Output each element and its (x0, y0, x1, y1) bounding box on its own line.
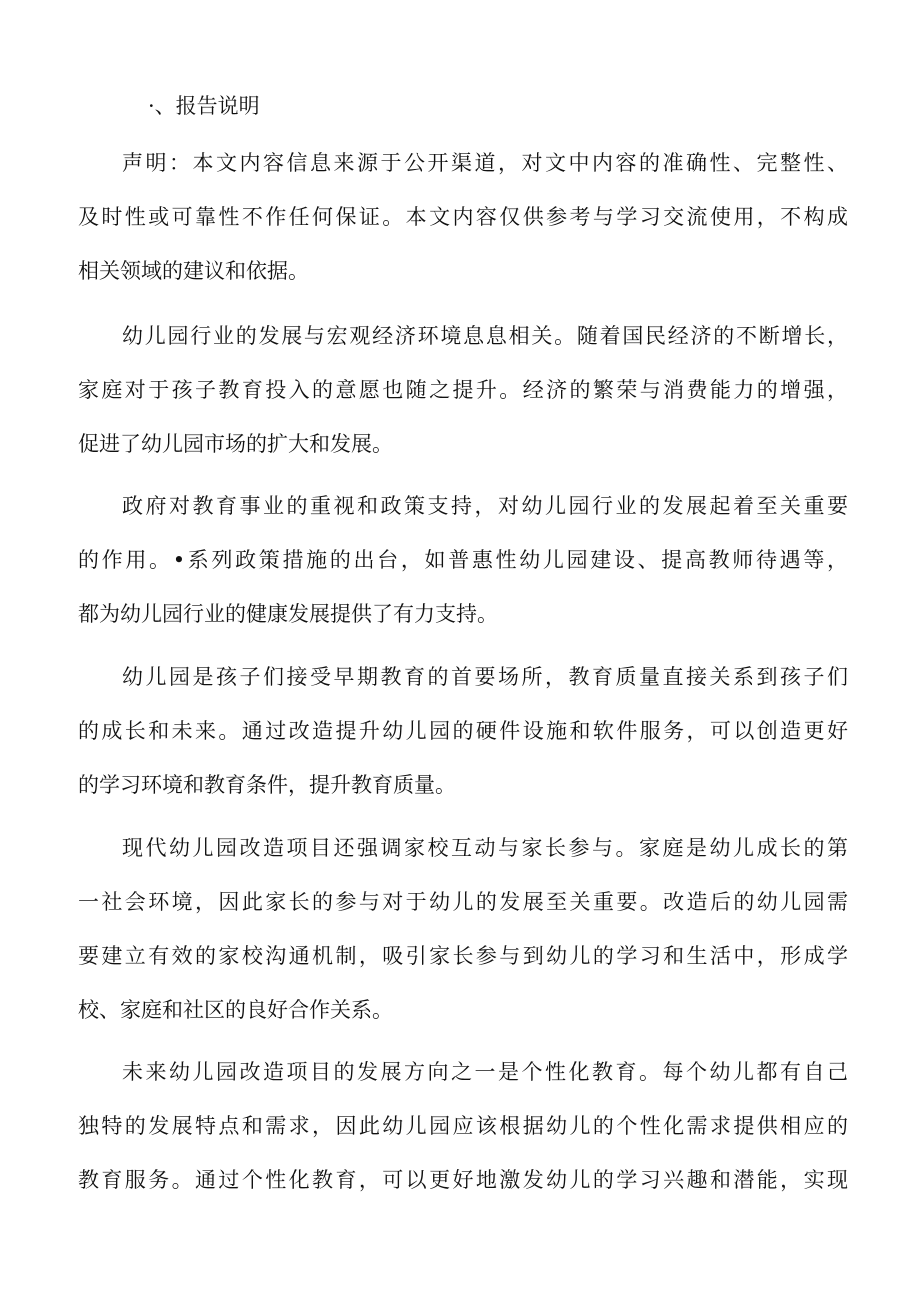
paragraph-3-line-1: 政府对教育事业的重视和政策支持，对幼儿园行业的发展起着至关重要 (122, 494, 848, 518)
paragraph-5-line-4: 校、家庭和社区的良好合作关系。 (78, 998, 393, 1022)
paragraph-5-line-1: 现代幼儿园改造项目还强调家校互动与家长参与。家庭是幼儿成长的第 (122, 836, 848, 860)
paragraph-4-line-1: 幼儿园是孩子们接受早期教育的首要场所，教育质量直接关系到孩子们 (122, 665, 848, 689)
paragraph-6-line-2: 独特的发展特点和需求，因此幼儿园应该根据幼儿的个性化需求提供相应的 (78, 1114, 848, 1138)
paragraph-3-line-2: 的作用。•系列政策措施的出台，如普惠性幼儿园建设、提高教师待遇等， (78, 548, 848, 572)
paragraph-3-line-3: 都为幼儿园行业的健康发展提供了有力支持。 (78, 602, 498, 626)
paragraph-2-line-3: 促进了幼儿园市场的扩大和发展。 (78, 432, 393, 456)
paragraph-5-line-2: 一社会环境，因此家长的参与对于幼儿的发展至关重要。改造后的幼儿园需 (78, 890, 848, 914)
paragraph-1-line-2: 及时性或可靠性不作任何保证。本文内容仅供参考与学习交流使用，不构成 (78, 205, 848, 229)
paragraph-6-line-3: 教育服务。通过个性化教育，可以更好地激发幼儿的学习兴趣和潜能，实现 (78, 1168, 848, 1192)
paragraph-1-line-3: 相关领域的建议和依据。 (78, 259, 309, 283)
paragraph-1-line-1: 声明：本文内容信息来源于公开渠道，对文中内容的准确性、完整性、 (122, 151, 848, 175)
paragraph-2-line-1: 幼儿园行业的发展与宏观经济环境息息相关。随着国民经济的不断增长， (122, 324, 848, 348)
paragraph-4-line-3: 的学习环境和教育条件，提升教育质量。 (78, 773, 456, 797)
section-heading: ·、报告说明 (148, 94, 260, 118)
paragraph-6-line-1: 未来幼儿园改造项目的发展方向之一是个性化教育。每个幼儿都有自己 (122, 1060, 848, 1084)
paragraph-2-line-2: 家庭对于孩子教育投入的意愿也随之提升。经济的繁荣与消费能力的增强， (78, 378, 848, 402)
paragraph-5-line-3: 要建立有效的家校沟通机制，吸引家长参与到幼儿的学习和生活中，形成学 (78, 944, 848, 968)
paragraph-4-line-2: 的成长和未来。通过改造提升幼儿园的硬件设施和软件服务，可以创造更好 (78, 719, 848, 743)
